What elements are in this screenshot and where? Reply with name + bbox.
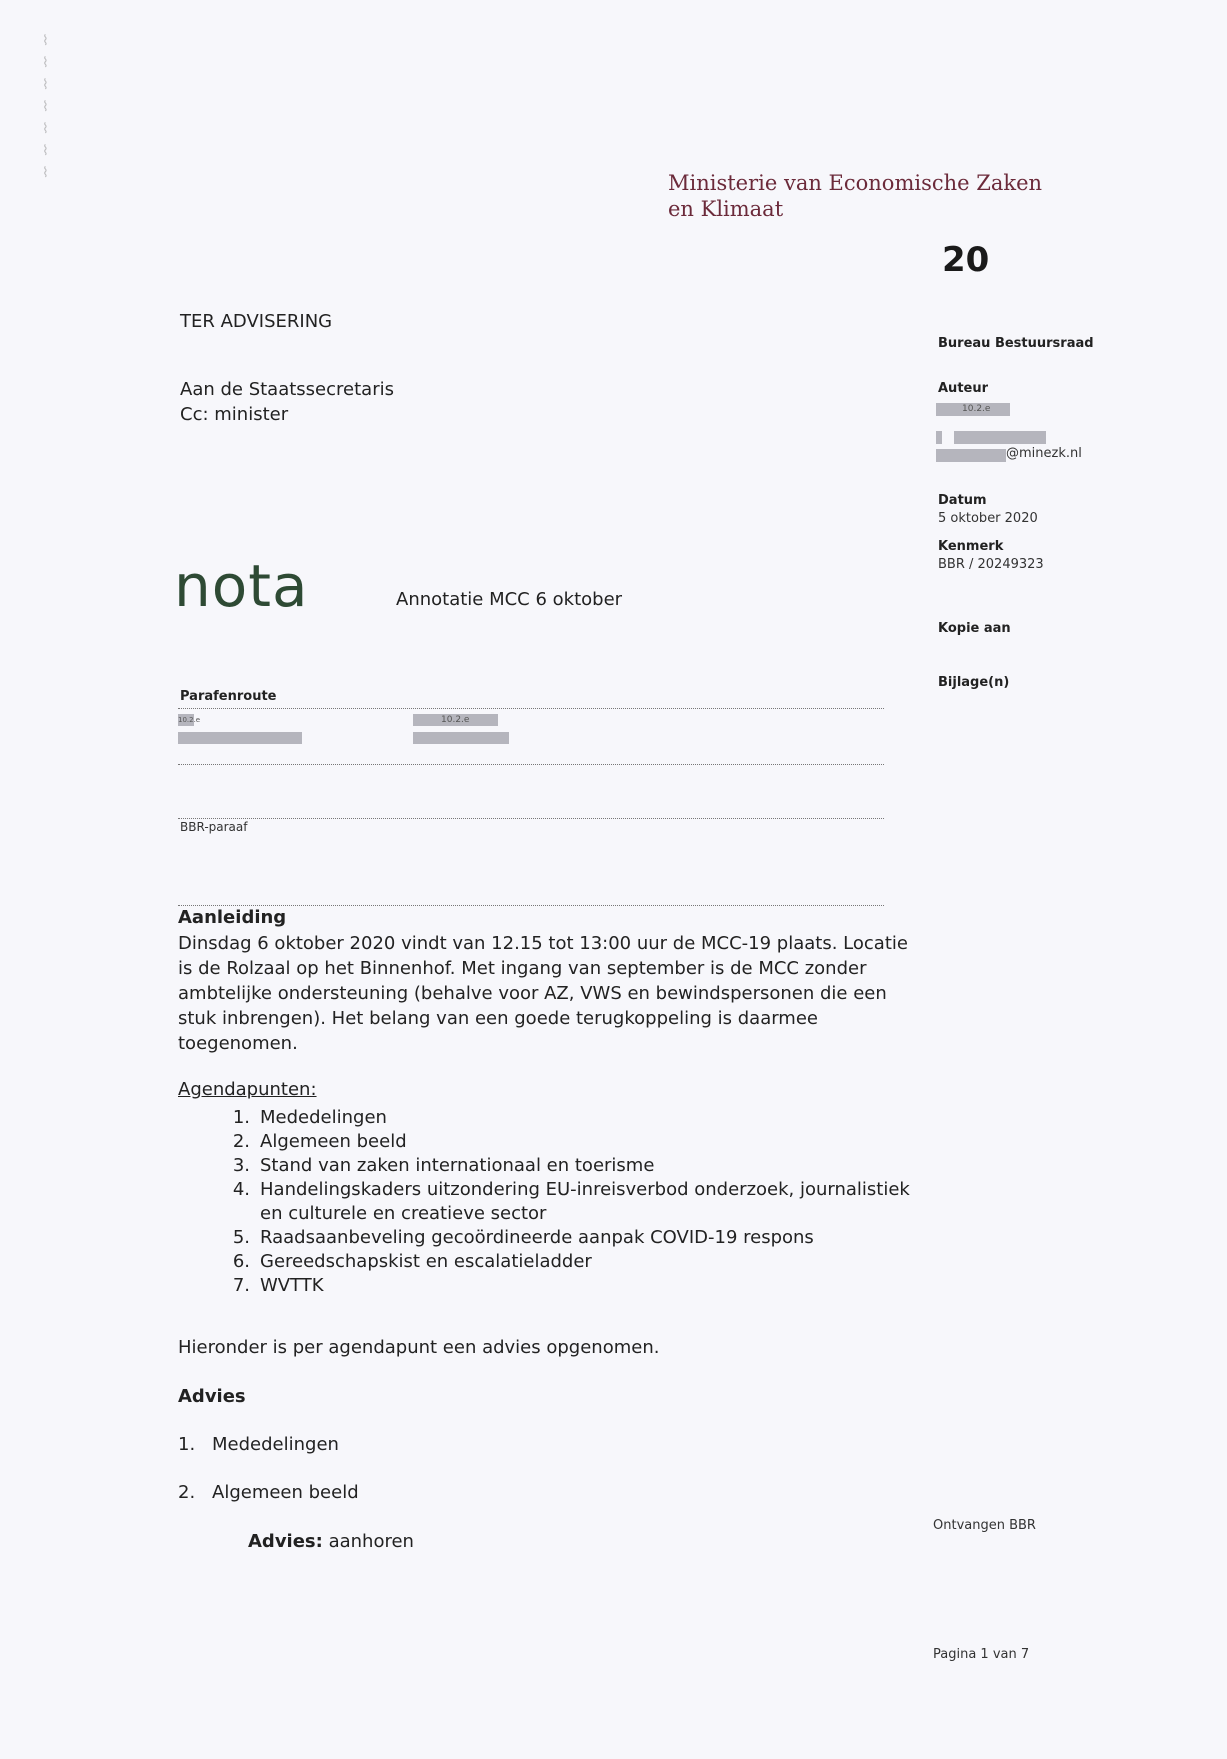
advice-item <box>178 1482 359 1503</box>
advice-item-number: 2. <box>178 1482 196 1503</box>
document-subject: Annotatie MCC 6 oktober <box>396 589 623 610</box>
agenda-item <box>210 1226 930 1250</box>
agenda-item-number: 5. <box>232 1227 250 1248</box>
agenda-item-text <box>260 1226 814 1250</box>
redaction-block <box>936 449 1006 462</box>
handwritten-page-number: 20 <box>942 240 990 280</box>
divider <box>178 708 884 709</box>
redaction-code: 10.2.e <box>178 716 201 724</box>
agenda-item <box>210 1250 930 1274</box>
agenda-item <box>210 1178 930 1226</box>
received-stamp: Ontvangen BBR <box>933 1518 1036 1533</box>
advice-item <box>178 1434 339 1455</box>
redaction-block <box>178 714 201 726</box>
redaction-block <box>413 714 498 726</box>
advice-label: Advies: <box>248 1531 323 1552</box>
agenda-item-line: Handelingskaders uitzondering EU-inreisverbod onderzoek, journalistiek <box>260 1179 910 1200</box>
bbr-paraaf-label: BBR-paraaf <box>180 820 248 834</box>
agenda-item <box>210 1106 930 1130</box>
addressee-cc: Cc: minister <box>180 404 289 425</box>
addressee-to: Aan de Staatssecretaris <box>180 379 394 400</box>
sidebar-reference-value: BBR / 20249323 <box>938 557 1044 572</box>
paragraph-line: is de Rolzaal op het Binnenhof. Met ingang van september is de MCC zonder <box>178 958 867 979</box>
agenda-item-text <box>260 1274 324 1298</box>
section-heading-advies: Advies <box>178 1386 246 1407</box>
agenda-item <box>210 1154 930 1178</box>
redaction-code: 10.2.e <box>441 715 470 725</box>
sidebar-author-label: Auteur <box>938 381 989 396</box>
ministry-name <box>668 170 1042 222</box>
section-heading-aanleiding: Aanleiding <box>178 907 287 928</box>
redaction-block <box>413 732 509 744</box>
redaction-block <box>954 431 1046 444</box>
agenda-item-text <box>260 1154 654 1178</box>
agenda-item-line: WVTTK <box>260 1275 324 1296</box>
divider <box>178 905 884 906</box>
agenda-item-number: 3. <box>232 1155 250 1176</box>
sidebar-department: Bureau Bestuursraad <box>938 336 1094 351</box>
addressee <box>180 377 394 427</box>
advice-recommendation <box>248 1531 414 1552</box>
redaction-block <box>178 732 302 744</box>
divider <box>178 764 884 765</box>
aanleiding-paragraph <box>178 931 918 1056</box>
paragraph-line: toegenomen. <box>178 1033 298 1054</box>
page-indicator: Pagina 1 van 7 <box>933 1647 1030 1662</box>
advice-item-text: Algemeen beeld <box>212 1482 359 1503</box>
sidebar-attachments-label: Bijlage(n) <box>938 675 1010 690</box>
paragraph-line: Dinsdag 6 oktober 2020 vindt van 12.15 tot 13:00 uur de MCC-19 plaats. Locatie <box>178 933 908 954</box>
sidebar-reference-label: Kenmerk <box>938 539 1004 554</box>
paragraph-line: ambtelijke ondersteuning (behalve voor AZ, VWS en bewindspersonen die een <box>178 983 887 1004</box>
agenda-item-line: Mededelingen <box>260 1107 387 1128</box>
agenda-item-line: Gereedschapskist en escalatieladder <box>260 1251 592 1272</box>
paragraph-line: stuk inbrengen). Het belang van een goede terugkoppeling is daarmee <box>178 1008 818 1029</box>
agenda-heading: Agendapunten: <box>178 1079 317 1100</box>
agenda-item-number: 7. <box>232 1275 250 1296</box>
sidebar-date-value: 5 oktober 2020 <box>938 511 1038 526</box>
ministry-line-2: en Klimaat <box>668 197 784 221</box>
agenda-item-line: en culturele en creatieve sector <box>260 1203 547 1224</box>
sidebar-date-label: Datum <box>938 493 987 508</box>
advice-item-text: Mededelingen <box>212 1434 339 1455</box>
divider <box>178 818 884 819</box>
agenda-item-text <box>260 1250 592 1274</box>
redaction-code: 10.2.e <box>962 404 991 414</box>
agenda-item-text <box>260 1178 910 1226</box>
agenda-item-number: 2. <box>232 1131 250 1152</box>
advice-value: aanhoren <box>328 1531 414 1552</box>
agenda-item-text <box>260 1130 407 1154</box>
advice-item-number: 1. <box>178 1434 196 1455</box>
agenda-item-line: Algemeen beeld <box>260 1131 407 1152</box>
agenda-item-number: 1. <box>232 1107 250 1128</box>
agenda-item-line: Stand van zaken internationaal en toerisme <box>260 1155 655 1176</box>
agenda-item-line: Raadsaanbeveling gecoördineerde aanpak COVID-19 respons <box>260 1227 814 1248</box>
agenda-list <box>210 1106 930 1298</box>
agenda-item <box>210 1274 930 1298</box>
margin-handwriting: ⌇ ⌇ ⌇ ⌇ ⌇ ⌇ ⌇ <box>42 33 49 181</box>
classification: TER ADVISERING <box>180 311 333 332</box>
sidebar-copy-label: Kopie aan <box>938 621 1011 636</box>
routing-label: Parafenroute <box>180 689 277 704</box>
ministry-line-1: Ministerie van Economische Zaken <box>668 171 1043 195</box>
agenda-item-number: 4. <box>232 1179 250 1200</box>
agenda-item <box>210 1130 930 1154</box>
redaction-author <box>936 403 1010 416</box>
document-type: nota <box>174 552 309 620</box>
advice-intro: Hieronder is per agendapunt een advies opgenomen. <box>178 1337 660 1358</box>
sidebar-email: @minezk.nl <box>1006 446 1082 461</box>
agenda-item-text <box>260 1106 387 1130</box>
agenda-item-number: 6. <box>232 1251 250 1272</box>
redaction-block <box>936 431 942 444</box>
